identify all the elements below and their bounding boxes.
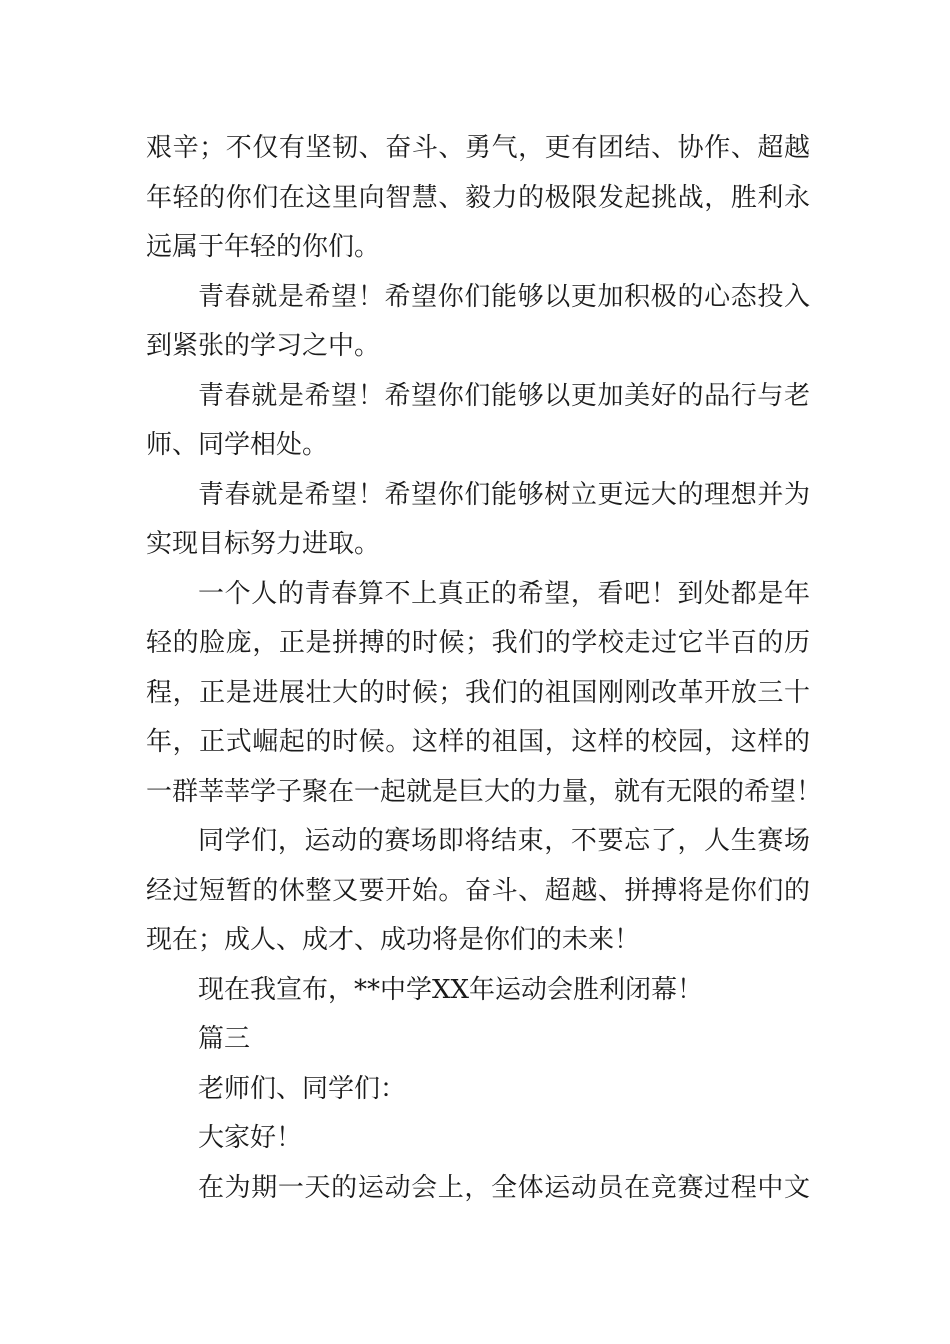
text-line: 到紧张的学习之中。	[146, 331, 381, 361]
text-line: 艰辛；不仅有坚韧、奋斗、勇气，更有团结、协作、超越	[146, 133, 810, 163]
body-text	[146, 124, 823, 1213]
text-line: 年，正式崛起的时候。这样的祖国，这样的校园，这样的	[146, 727, 810, 757]
text-line: 师、同学相处。	[146, 430, 329, 460]
text-line: 老师们、同学们：	[198, 1073, 407, 1104]
text-line: 现在；成人、成才、成功将是你们的未来！	[146, 925, 641, 955]
text-line: 现在我宣布，**中学XX年运动会胜利闭幕！	[198, 974, 704, 1005]
text-line: 轻的脸庞，正是拼搏的时候；我们的学校走过它半百的历	[146, 628, 810, 658]
text-line: 远属于年轻的你们。	[146, 232, 381, 262]
text-line: 青春就是希望！希望你们能够以更加美好的品行与老	[198, 380, 810, 411]
text-line: 一群莘莘学子聚在一起就是巨大的力量，就有无限的希望！	[146, 776, 823, 807]
text-line: 大家好！	[198, 1123, 303, 1153]
text-line: 实现目标努力进取。	[146, 529, 381, 559]
text-line: 程，正是进展壮大的时候；我们的祖国刚刚改革开放三十	[146, 677, 810, 708]
text-line: 一个人的青春算不上真正的希望，看吧！到处都是年	[198, 578, 810, 609]
text-line: 同学们，运动的赛场即将结束，不要忘了，人生赛场	[198, 826, 810, 856]
text-line: 年轻的你们在这里向智慧、毅力的极限发起挑战，胜利永	[146, 182, 810, 213]
text-line: 篇三	[198, 1024, 251, 1054]
text-line: 青春就是希望！希望你们能够以更加积极的心态投入	[198, 281, 810, 312]
text-line: 青春就是希望！希望你们能够树立更远大的理想并为	[198, 479, 810, 510]
text-line: 在为期一天的运动会上，全体运动员在竞赛过程中文	[198, 1172, 810, 1203]
text-line: 经过短暂的休整又要开始。奋斗、超越、拼搏将是你们的	[146, 875, 810, 906]
